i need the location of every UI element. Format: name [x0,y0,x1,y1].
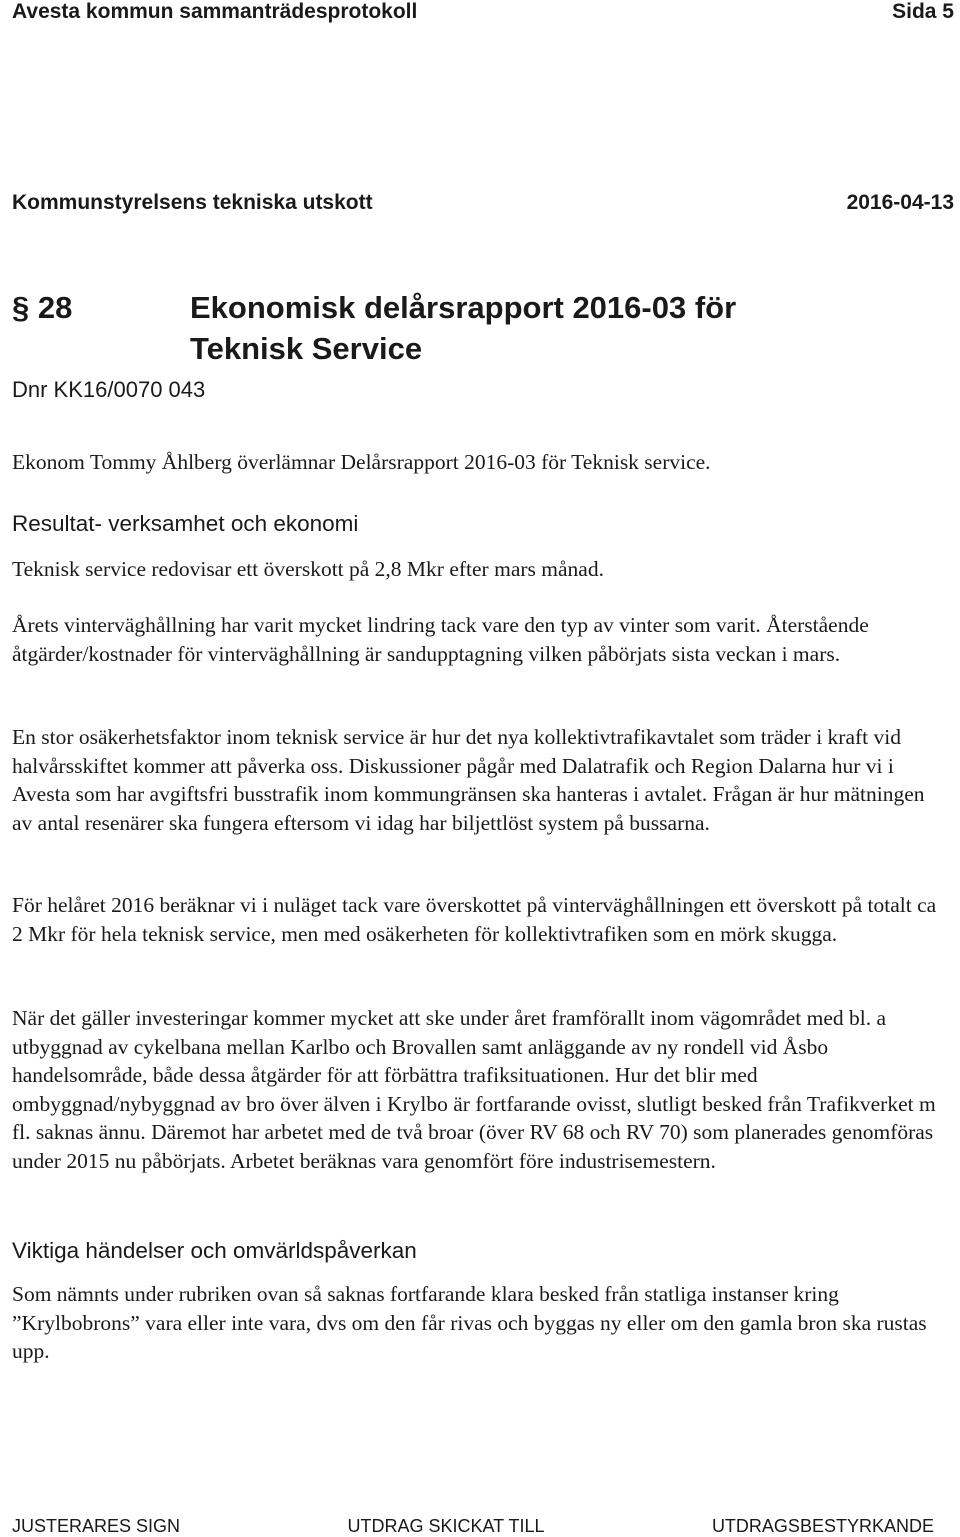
section-heading [12,287,830,369]
intro-paragraph: Ekonom Tommy Åhlberg överlämnar Delårsrapport 2016-03 för Teknisk service. [12,450,711,474]
committee-name: Kommunstyrelsens tekniska utskott [12,191,373,214]
document-title: Avesta kommun sammanträdesprotokoll [12,0,418,23]
section-number: § 28 [12,290,73,325]
page-footer [12,1516,934,1537]
page-header [12,0,954,24]
section-title: Ekonomisk delårsrapport 2016-03 för Teknisk Service [190,290,737,366]
footer-justerares-sign: JUSTERARES SIGN [12,1516,181,1536]
diary-number: Dnr KK16/0070 043 [12,377,206,402]
paragraph-winter: Årets vinterväghållning har varit mycket lindring tack vare den typ av vinter som varit. Återstående åtgärder/kostnader för vinterväghållning är sandupptagning vilken påbörjats sista veckan i mars. [12,613,869,666]
paragraph-events: Som nämnts under rubriken ovan så saknas fortfarande klara besked från statliga instanser kring ”Krylbobrons” vara eller inte vara, dvs om den får rivas och byggas ny eller om den gamla bron ska rustas upp. [12,1282,927,1363]
footer-utdragsbestyrkande: UTDRAGSBESTYRKANDE [711,1516,934,1536]
paragraph-investments: När det gäller investeringar kommer mycket att ske under året framförallt inom vägområdet med bl. a utbyggnad av cykelbana mellan Karlbo och Brovallen samt anläggande av ny rondell vid Åsbo handelsområde, både dessa åtgärder för att förbättra trafiksituationen. Hur det blir med ombyggnad/nybyggnad av bro över älven i Krylbo är fortfarande ovisst, slutligt besked från Trafikverket m fl. saknas ännu. Däremot har arbetet med de två broar (över RV 68 och RV 70) som planerades genomföras under 2015 nu påbörjats. Arbetet beräknas vara genomfört före industrisemestern. [12,1006,936,1173]
paragraph-result: Teknisk service redovisar ett överskott på 2,8 Mkr efter mars månad. [12,557,604,581]
page-number: Sida 5 [892,0,954,23]
footer-utdrag-skickat: UTDRAG SKICKAT TILL [347,1516,545,1536]
paragraph-uncertainty: En stor osäkerhetsfaktor inom teknisk service är hur det nya kollektivtrafikavtalet som träder i kraft vid halvårsskiftet kommer att påverka oss. Diskussioner pågår med Dalatrafik och Region Dalarna hur vi i Avesta som har avgiftsfri busstrafik inom kommungränsen ska hanteras i avtalet. Frågan är hur mätningen av antal resenärer ska fungera eftersom vi idag har biljettlöst system på bussarna. [12,725,925,835]
paragraph-forecast: För helåret 2016 beräknar vi i nuläget tack vare överskottet på vinterväghållningen ett överskott på totalt ca 2 Mkr för hela teknisk service, men med osäkerheten för kollektivtrafiken som en mörk skugga. [12,893,937,946]
committee-header [12,191,954,215]
heading-events: Viktiga händelser och omvärldspåverkan [12,1238,417,1263]
meeting-date: 2016-04-13 [846,191,954,214]
heading-result: Resultat- verksamhet och ekonomi [12,511,359,536]
